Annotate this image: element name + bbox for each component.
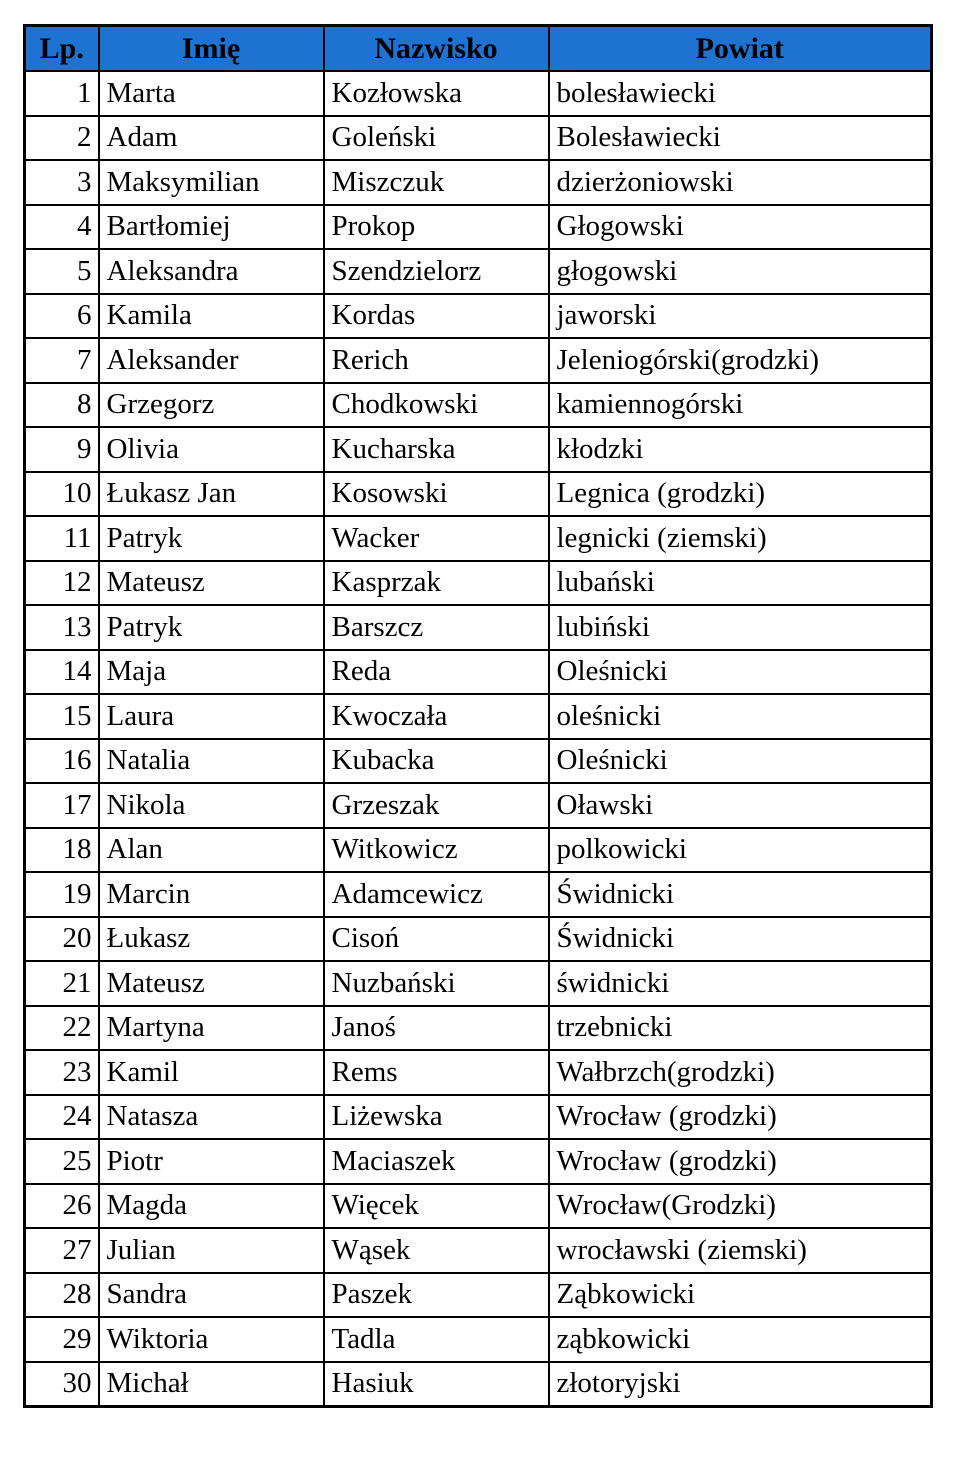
county-cell: Wałbrzch(grodzki)	[549, 1050, 932, 1095]
last-name-cell: Kosowski	[324, 472, 549, 517]
table-row	[25, 1184, 932, 1229]
first-name-cell: Mateusz	[99, 561, 324, 606]
last-name-cell: Nuzbański	[324, 961, 549, 1006]
row-number-cell: 19	[25, 872, 99, 917]
first-name-cell: Łukasz Jan	[99, 472, 324, 517]
first-name-cell: Łukasz	[99, 917, 324, 962]
last-name-cell: Goleński	[324, 116, 549, 161]
row-number-cell: 11	[25, 516, 99, 561]
first-name-cell: Bartłomiej	[99, 205, 324, 250]
last-name-cell: Miszczuk	[324, 160, 549, 205]
first-name-cell: Kamil	[99, 1050, 324, 1095]
last-name-cell: Paszek	[324, 1273, 549, 1318]
row-number-cell: 7	[25, 338, 99, 383]
last-name-cell: Prokop	[324, 205, 549, 250]
row-number-cell: 8	[25, 383, 99, 428]
county-cell: Wrocław (grodzki)	[549, 1139, 932, 1184]
county-cell: bolesławiecki	[549, 71, 932, 116]
last-name-cell: Więcek	[324, 1184, 549, 1229]
county-cell: Świdnicki	[549, 917, 932, 962]
last-name-cell: Liżewska	[324, 1095, 549, 1140]
row-number-cell: 10	[25, 472, 99, 517]
row-number-cell: 3	[25, 160, 99, 205]
first-name-cell: Patryk	[99, 605, 324, 650]
header-first-name: Imię	[99, 26, 324, 72]
county-cell: jaworski	[549, 294, 932, 339]
header-lp: Lp.	[25, 26, 99, 72]
first-name-cell: Magda	[99, 1184, 324, 1229]
table-row	[25, 1362, 932, 1407]
row-number-cell: 18	[25, 828, 99, 873]
table-row	[25, 205, 932, 250]
last-name-cell: Tadla	[324, 1317, 549, 1362]
row-number-cell: 28	[25, 1273, 99, 1318]
county-cell: legnicki (ziemski)	[549, 516, 932, 561]
first-name-cell: Kamila	[99, 294, 324, 339]
row-number-cell: 26	[25, 1184, 99, 1229]
table-row	[25, 1006, 932, 1051]
last-name-cell: Cisoń	[324, 917, 549, 962]
row-number-cell: 24	[25, 1095, 99, 1140]
row-number-cell: 27	[25, 1228, 99, 1273]
table-row	[25, 516, 932, 561]
county-cell: Bolesławiecki	[549, 116, 932, 161]
last-name-cell: Janoś	[324, 1006, 549, 1051]
row-number-cell: 17	[25, 783, 99, 828]
last-name-cell: Rems	[324, 1050, 549, 1095]
county-cell: głogowski	[549, 249, 932, 294]
table-row	[25, 739, 932, 784]
first-name-cell: Martyna	[99, 1006, 324, 1051]
first-name-cell: Julian	[99, 1228, 324, 1273]
first-name-cell: Laura	[99, 694, 324, 739]
first-name-cell: Grzegorz	[99, 383, 324, 428]
table-row	[25, 872, 932, 917]
row-number-cell: 15	[25, 694, 99, 739]
first-name-cell: Alan	[99, 828, 324, 873]
row-number-cell: 9	[25, 427, 99, 472]
first-name-cell: Olivia	[99, 427, 324, 472]
header-last-name: Nazwisko	[324, 26, 549, 72]
row-number-cell: 1	[25, 71, 99, 116]
county-cell: Oleśnicki	[549, 650, 932, 695]
first-name-cell: Piotr	[99, 1139, 324, 1184]
row-number-cell: 20	[25, 917, 99, 962]
county-cell: złotoryjski	[549, 1362, 932, 1407]
table-row	[25, 294, 932, 339]
county-cell: wrocławski (ziemski)	[549, 1228, 932, 1273]
table-row	[25, 1139, 932, 1184]
header-county: Powiat	[549, 26, 932, 72]
table-row	[25, 961, 932, 1006]
row-number-cell: 29	[25, 1317, 99, 1362]
county-cell: oleśnicki	[549, 694, 932, 739]
table-row	[25, 1050, 932, 1095]
table-row	[25, 383, 932, 428]
table-row	[25, 116, 932, 161]
first-name-cell: Maksymilian	[99, 160, 324, 205]
table-row	[25, 605, 932, 650]
county-cell: lubiński	[549, 605, 932, 650]
row-number-cell: 25	[25, 1139, 99, 1184]
table-row	[25, 249, 932, 294]
last-name-cell: Kubacka	[324, 739, 549, 784]
county-cell: Świdnicki	[549, 872, 932, 917]
table-row	[25, 650, 932, 695]
last-name-cell: Kucharska	[324, 427, 549, 472]
table-row	[25, 694, 932, 739]
first-name-cell: Nikola	[99, 783, 324, 828]
county-cell: Głogowski	[549, 205, 932, 250]
row-number-cell: 22	[25, 1006, 99, 1051]
last-name-cell: Adamcewicz	[324, 872, 549, 917]
row-number-cell: 6	[25, 294, 99, 339]
last-name-cell: Szendzielorz	[324, 249, 549, 294]
last-name-cell: Wacker	[324, 516, 549, 561]
last-name-cell: Kordas	[324, 294, 549, 339]
row-number-cell: 16	[25, 739, 99, 784]
row-number-cell: 21	[25, 961, 99, 1006]
county-cell: kłodzki	[549, 427, 932, 472]
first-name-cell: Natasza	[99, 1095, 324, 1140]
county-cell: trzebnicki	[549, 1006, 932, 1051]
county-cell: ząbkowicki	[549, 1317, 932, 1362]
row-number-cell: 2	[25, 116, 99, 161]
first-name-cell: Maja	[99, 650, 324, 695]
first-name-cell: Mateusz	[99, 961, 324, 1006]
header-row	[25, 26, 932, 72]
table-row	[25, 1228, 932, 1273]
table-row	[25, 1317, 932, 1362]
county-cell: Oleśnicki	[549, 739, 932, 784]
county-cell: dzierżoniowski	[549, 160, 932, 205]
last-name-cell: Kasprzak	[324, 561, 549, 606]
last-name-cell: Wąsek	[324, 1228, 549, 1273]
table-row	[25, 783, 932, 828]
first-name-cell: Patryk	[99, 516, 324, 561]
county-cell: Oławski	[549, 783, 932, 828]
first-name-cell: Adam	[99, 116, 324, 161]
first-name-cell: Michał	[99, 1362, 324, 1407]
table-row	[25, 917, 932, 962]
first-name-cell: Marcin	[99, 872, 324, 917]
participants-table	[23, 24, 933, 1408]
county-cell: polkowicki	[549, 828, 932, 873]
table-body	[25, 71, 932, 1407]
first-name-cell: Marta	[99, 71, 324, 116]
first-name-cell: Aleksandra	[99, 249, 324, 294]
first-name-cell: Natalia	[99, 739, 324, 784]
county-cell: kamiennogórski	[549, 383, 932, 428]
last-name-cell: Reda	[324, 650, 549, 695]
last-name-cell: Chodkowski	[324, 383, 549, 428]
county-cell: lubański	[549, 561, 932, 606]
table-row	[25, 561, 932, 606]
county-cell: Jeleniogórski(grodzki)	[549, 338, 932, 383]
row-number-cell: 14	[25, 650, 99, 695]
last-name-cell: Rerich	[324, 338, 549, 383]
last-name-cell: Maciaszek	[324, 1139, 549, 1184]
last-name-cell: Barszcz	[324, 605, 549, 650]
table-row	[25, 338, 932, 383]
last-name-cell: Grzeszak	[324, 783, 549, 828]
last-name-cell: Hasiuk	[324, 1362, 549, 1407]
county-cell: Wrocław(Grodzki)	[549, 1184, 932, 1229]
last-name-cell: Kozłowska	[324, 71, 549, 116]
row-number-cell: 23	[25, 1050, 99, 1095]
last-name-cell: Witkowicz	[324, 828, 549, 873]
first-name-cell: Sandra	[99, 1273, 324, 1318]
table-row	[25, 828, 932, 873]
row-number-cell: 30	[25, 1362, 99, 1407]
table-row	[25, 1273, 932, 1318]
row-number-cell: 12	[25, 561, 99, 606]
table-row	[25, 427, 932, 472]
row-number-cell: 13	[25, 605, 99, 650]
county-cell: Legnica (grodzki)	[549, 472, 932, 517]
last-name-cell: Kwoczała	[324, 694, 549, 739]
county-cell: Ząbkowicki	[549, 1273, 932, 1318]
row-number-cell: 5	[25, 249, 99, 294]
county-cell: Wrocław (grodzki)	[549, 1095, 932, 1140]
row-number-cell: 4	[25, 205, 99, 250]
table-row	[25, 1095, 932, 1140]
table-row	[25, 71, 932, 116]
first-name-cell: Wiktoria	[99, 1317, 324, 1362]
table-row	[25, 160, 932, 205]
table-header	[25, 26, 932, 72]
county-cell: świdnicki	[549, 961, 932, 1006]
table-row	[25, 472, 932, 517]
first-name-cell: Aleksander	[99, 338, 324, 383]
